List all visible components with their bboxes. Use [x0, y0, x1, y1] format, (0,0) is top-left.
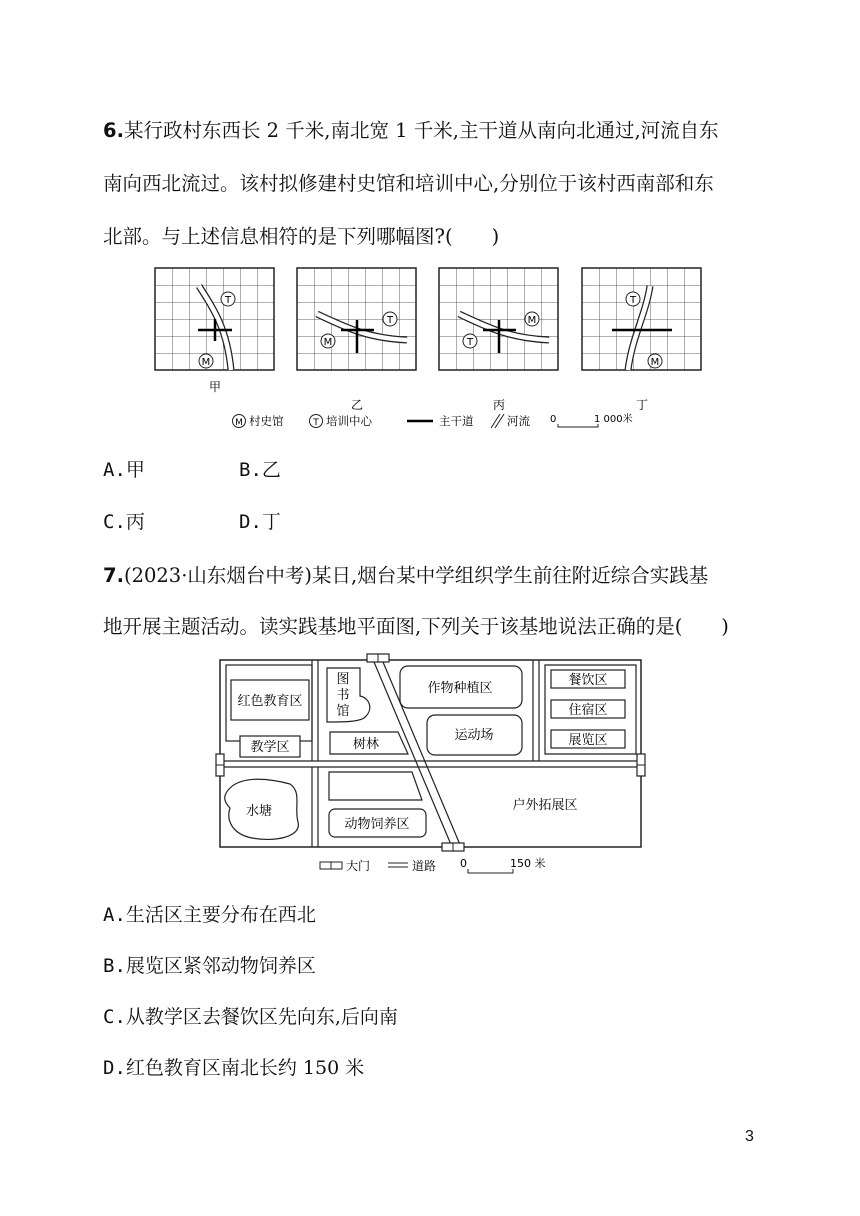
svg-text:0: 0 — [550, 414, 557, 425]
svg-text:运动场: 运动场 — [454, 728, 494, 743]
svg-text:0: 0 — [460, 857, 467, 870]
map-label-yi: 乙 — [350, 398, 364, 412]
q6-line-3: 北部。与上述信息相符的是下列哪幅图?( ) — [103, 225, 500, 248]
q6-number: 6. — [103, 119, 124, 142]
q7-option-d[interactable]: D.红色教育区南北长约 150 米 — [103, 1057, 365, 1079]
svg-text:大门: 大门 — [346, 859, 371, 873]
svg-text:水塘: 水塘 — [245, 804, 273, 819]
map-ding — [582, 268, 701, 412]
map-yi — [297, 268, 416, 412]
q6-option-c[interactable]: C.丙 — [103, 511, 145, 533]
map-bing — [439, 268, 558, 412]
svg-text:T: T — [386, 315, 394, 326]
svg-text:主干道: 主干道 — [439, 414, 474, 428]
svg-text:树林: 树林 — [352, 737, 380, 752]
outdoor-area: 户外拓展区 — [512, 798, 578, 813]
svg-text:住宿区: 住宿区 — [568, 703, 608, 718]
svg-text:M: M — [201, 357, 211, 368]
map-jia — [155, 268, 274, 394]
page-number: 3 — [745, 1128, 754, 1145]
svg-text:书: 书 — [336, 688, 350, 703]
q7-option-b[interactable]: B.展览区紧邻动物饲养区 — [103, 955, 316, 977]
svg-text:M: M — [323, 337, 333, 348]
map-label-jia: 甲 — [208, 380, 222, 394]
svg-text:M: M — [527, 315, 537, 326]
svg-text:河流: 河流 — [507, 414, 530, 428]
q7-line-2: 地开展主题活动。读实践基地平面图,下列关于该基地说法正确的是( ) — [103, 615, 729, 638]
map-label-bing: 丙 — [492, 398, 506, 412]
q6-option-a[interactable]: A.甲 — [103, 459, 145, 481]
svg-text:T: T — [466, 337, 474, 348]
svg-text:150 米: 150 米 — [510, 857, 546, 870]
svg-text:村史馆: 村史馆 — [249, 414, 284, 428]
q7-text-1: (2023·山东烟台中考)某日,烟台某中学组织学生前往附近综合实践基 — [123, 564, 709, 587]
q7-option-a[interactable]: A.生活区主要分布在西北 — [103, 904, 316, 926]
svg-text:T: T — [224, 295, 232, 306]
q6-option-b[interactable]: B.乙 — [239, 459, 281, 481]
q7-figure — [212, 650, 652, 882]
svg-text:培训中心: 培训中心 — [326, 414, 372, 428]
q7-line-1 — [103, 563, 763, 589]
svg-text:动物饲养区: 动物饲养区 — [344, 817, 410, 832]
q7-option-c[interactable]: C.从教学区去餐饮区先向东,后向南 — [103, 1006, 398, 1028]
svg-text:T: T — [313, 418, 319, 428]
svg-text:餐饮区: 餐饮区 — [568, 673, 608, 688]
svg-text:图: 图 — [336, 672, 350, 687]
svg-text:M: M — [650, 357, 660, 368]
q6-line-1 — [103, 118, 763, 144]
q7-legend — [320, 856, 546, 873]
svg-text:红色教育区: 红色教育区 — [237, 694, 303, 709]
q6-line-2: 南向西北流过。该村拟修建村史馆和培训中心,分别位于该村西南部和东 — [103, 172, 714, 195]
svg-text:作物种植区: 作物种植区 — [427, 681, 493, 696]
svg-text:展览区: 展览区 — [568, 733, 608, 748]
svg-text:馆: 馆 — [336, 704, 350, 719]
svg-text:T: T — [629, 295, 637, 306]
svg-text:道路: 道路 — [412, 859, 437, 873]
map-label-ding: 丁 — [635, 398, 649, 412]
svg-text:M: M — [235, 418, 243, 428]
svg-text:教学区: 教学区 — [250, 740, 290, 755]
q7-number: 7. — [103, 564, 124, 587]
q6-option-d[interactable]: D.丁 — [239, 511, 281, 533]
q6-text-1: 某行政村东西长 2 千米,南北宽 1 千米,主干道从南向北通过,河流自东 — [123, 119, 719, 142]
svg-text:1 000米: 1 000米 — [594, 414, 633, 425]
q6-figure — [150, 265, 720, 437]
q6-legend — [233, 412, 633, 428]
